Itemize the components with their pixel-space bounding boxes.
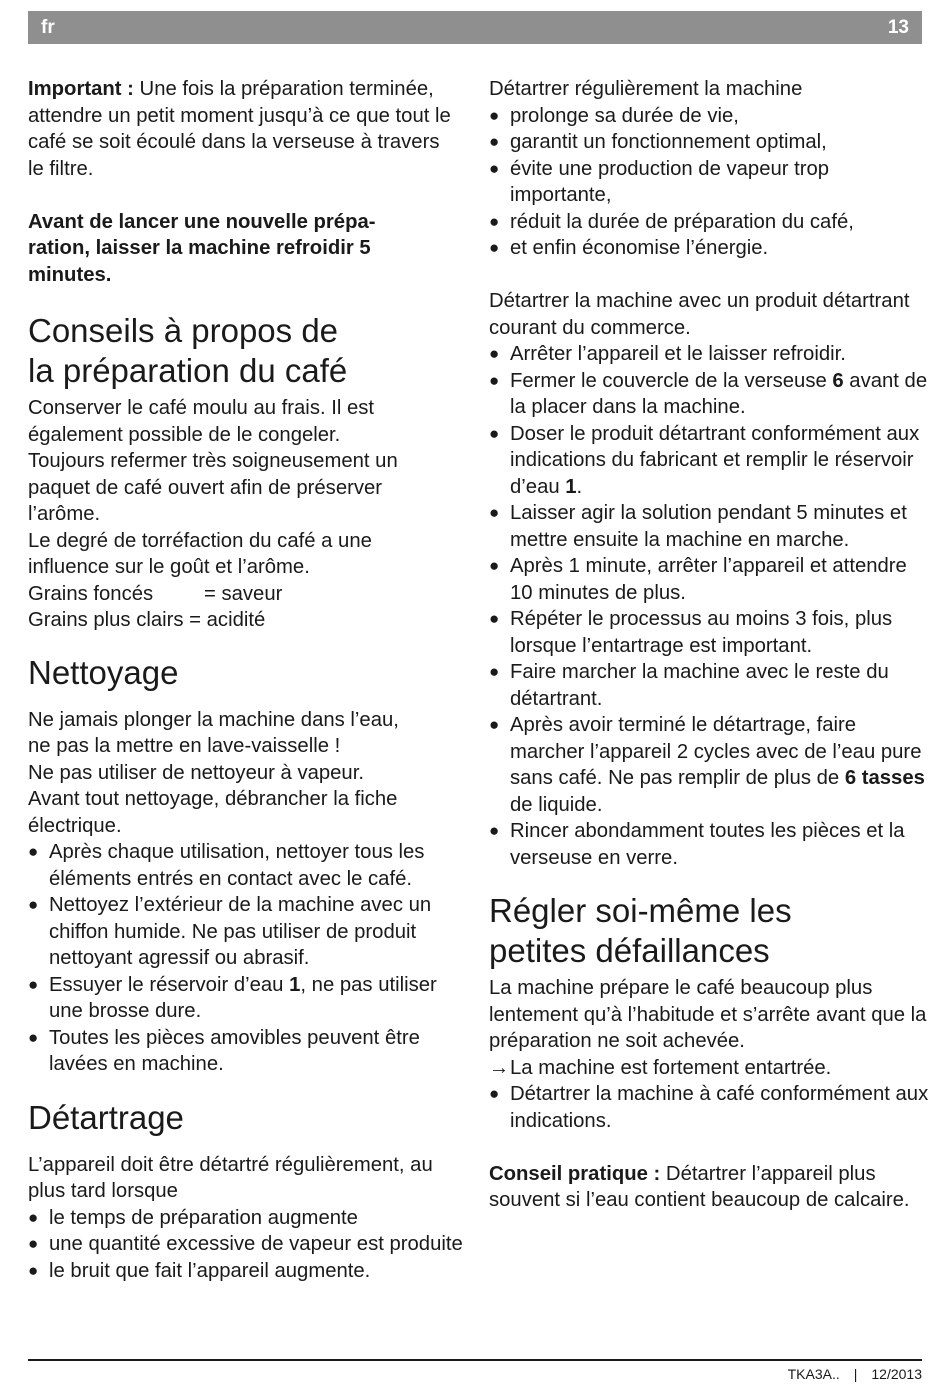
nettoyage-line: Ne pas utiliser de nettoyeur à vapeur. (28, 761, 364, 784)
list-item-text: . (576, 475, 583, 498)
tip-label: Conseil pratique : (489, 1162, 661, 1185)
list-item: ● et enfin économise l’énergie. (489, 235, 929, 262)
cause-list (489, 1055, 929, 1082)
list-item: ● Détartrer la machine à café conformément aux indications. (489, 1081, 929, 1134)
conseils-title-line1: Conseils à propos de (28, 312, 339, 349)
section-title-conseils (28, 311, 468, 391)
list-item-text: Fermer le couvercle de la verseuse (510, 369, 833, 392)
list-item-text: Essuyer le réservoir d’eau (49, 973, 290, 996)
list-item: ● Arrêter l’appareil et le laisser refroidir. (489, 341, 929, 368)
list-item: ● Après chaque utilisation, nettoyer tous les éléments entrés en contact avec le café. (28, 839, 468, 892)
list-item: ● réduit la durée de préparation du café, (489, 209, 929, 236)
nettoyage-line: électrique. (28, 814, 122, 837)
conseils-line: l’arôme. (28, 503, 101, 525)
problem-description: La machine prépare le café beaucoup plus lentement qu’à l’habitude et s’arrête avant que la préparation ne soit achevée. (489, 977, 927, 1052)
grains-dark-row (28, 581, 468, 608)
model-number: TKA3A.. (787, 1366, 840, 1382)
important-text: Une fois la préparation terminée, attendre un petit moment jusqu’à ce que tout le café se soit écoulé dans la verseuse à travers le filtre. (28, 78, 451, 180)
list-item: ● Répéter le processus au moins 3 fois, plus lorsque l’entartrage est important. (489, 606, 929, 659)
detartrage-intro: L’appareil doit être détartré régulièrement, au plus tard lorsque (28, 1153, 433, 1202)
page-number: 13 (887, 17, 909, 38)
list-item: ● le bruit que fait l’appareil augmente. (28, 1258, 468, 1285)
benefits-bullets (489, 103, 929, 262)
list-item: ● Rincer abondamment toutes les pièces et la verseuse en verre. (489, 818, 929, 871)
footer-divider (28, 1359, 922, 1361)
detartrage-bullets (28, 1205, 468, 1285)
benefits-intro: Détartrer régulièrement la machine (489, 78, 803, 100)
list-item (489, 421, 929, 501)
footer-separator: | (853, 1366, 858, 1382)
tip-text: Détartrer l’appareil plus souvent si l’eau contient beaucoup de calcaire. (489, 1162, 910, 1211)
list-item: ● le temps de préparation augmente (28, 1205, 468, 1232)
list-item (489, 712, 929, 818)
conseils-line: influence sur le goût et l’arôme. (28, 556, 310, 578)
nettoyage-line: ne pas la mettre en lave-vaisselle ! (28, 735, 341, 757)
nettoyage-text (28, 707, 468, 840)
regler-title-line2: petites défaillances (489, 932, 770, 969)
list-item-text: Doser le produit détartrant conformément aux indications du fabricant et remplir le réservoir d’eau (510, 422, 920, 498)
product-intro: Détartrer la machine avec un produit détartrant courant du commerce. (489, 290, 910, 339)
cause-item: → La machine est fortement entartrée. (489, 1055, 929, 1082)
list-item: ● Toutes les pièces amovibles peuvent être lavées en machine. (28, 1025, 468, 1078)
list-item (489, 368, 929, 421)
grains-light-row: Grains plus clairs = acidité (28, 609, 266, 631)
list-item-text: Après avoir terminé le détartrage, faire marcher l’appareil 2 cycles avec de l’eau pure sans café. Ne pas remplir de plus de (510, 714, 922, 789)
nettoyage-line: Avant tout nettoyage, débrancher la fiche (28, 788, 398, 810)
practical-tip (489, 1161, 929, 1214)
language-code: fr (41, 17, 55, 38)
page-footer (788, 1366, 922, 1382)
conseils-line: Le degré de torréfaction du café a une (28, 529, 372, 552)
list-item-text: avant de la placer dans la machine. (510, 369, 928, 418)
cooldown-warning: Avant de lancer une nouvelle préparation, laisser la machine refroidir 5 minutes. (28, 210, 376, 286)
right-column (489, 76, 929, 1214)
list-item: ● évite une production de vapeur trop importante, (489, 156, 929, 209)
conseils-line: Toujours refermer très soigneusement un (28, 450, 398, 472)
list-item-text: de liquide. (510, 793, 603, 816)
regler-title-line1: Régler soi-même les (489, 892, 792, 929)
conseils-line: Conserver le café moulu au frais. Il est (28, 397, 375, 419)
part-number: 1 (565, 475, 577, 498)
conseils-line: paquet de café ouvert afin de préserver (28, 476, 383, 499)
grains-dark-value: = saveur (204, 582, 283, 605)
section-title-detartrage: Détartrage (28, 1098, 184, 1136)
part-number: 1 (289, 973, 301, 996)
section-title-nettoyage: Nettoyage (28, 653, 179, 691)
list-item: ● prolonge sa durée de vie, (489, 103, 929, 130)
remedy-list (489, 1081, 929, 1134)
list-item: ● Après 1 minute, arrêter l’appareil et attendre 10 minutes de plus. (489, 553, 929, 606)
important-label: Important : (28, 78, 134, 100)
list-item: ● garantit un fonctionnement optimal, (489, 129, 929, 156)
list-item-text: , ne pas utiliser une brosse dure. (49, 973, 437, 1022)
section-title-regler (489, 891, 929, 971)
list-item (28, 972, 468, 1025)
list-item: ● Laisser agir la solution pendant 5 minutes et mettre ensuite la machine en marche. (489, 500, 929, 553)
publication-date: 12/2013 (871, 1366, 922, 1382)
list-item: ● Nettoyez l’extérieur de la machine avec un chiffon humide. Ne pas utiliser de produit nettoyant agressif ou abrasif. (28, 892, 468, 972)
grains-dark-label: Grains foncés (28, 582, 154, 605)
conseils-text (28, 395, 468, 634)
list-item: ● une quantité excessive de vapeur est produite (28, 1231, 468, 1258)
nettoyage-bullets (28, 839, 468, 1078)
conseils-line: également possible de le congeler. (28, 423, 341, 446)
left-column (28, 76, 468, 1284)
list-item: ● Faire marcher la machine avec le reste du détartrant. (489, 659, 929, 712)
conseils-title-line2: la préparation du café (28, 352, 348, 389)
page-header-bar (28, 11, 922, 44)
descaling-steps (489, 341, 929, 871)
nettoyage-line: Ne jamais plonger la machine dans l’eau, (28, 708, 399, 731)
part-number: 6 (832, 369, 844, 392)
cups-limit: 6 tasses (844, 767, 925, 789)
important-note (28, 76, 453, 182)
